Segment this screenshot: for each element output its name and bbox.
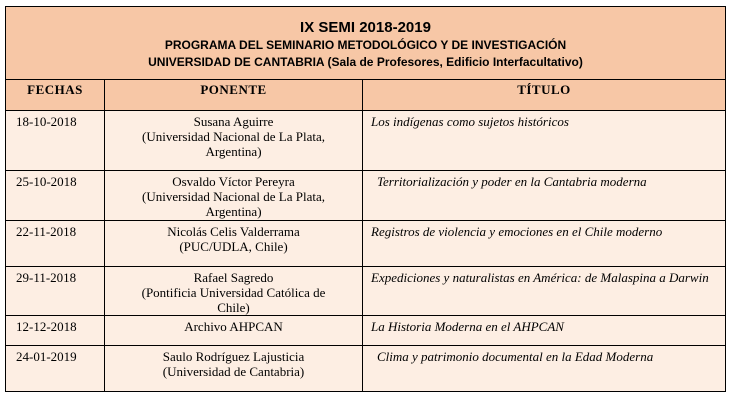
speaker-affiliation-cont: Chile) [217, 300, 250, 315]
row-speaker [105, 171, 363, 221]
program-subtitle: PROGRAMA DEL SEMINARIO METODOLÓGICO Y DE INVESTIGACIÓN [164, 37, 567, 52]
speaker-affiliation: (PUC/UDLA, Chile) [179, 239, 288, 254]
speaker-affiliation: (Pontificia Universidad Católica de [141, 285, 326, 300]
row-speaker [105, 111, 363, 171]
speaker-name: Nicolás Celis Valderrama [167, 224, 300, 239]
column-header-title: TÍTULO [363, 80, 726, 111]
table-row [6, 267, 726, 316]
row-title: Territorialización y poder en la Cantabria moderna [363, 171, 726, 221]
speaker-affiliation: (Universidad de Cantabria) [162, 364, 305, 379]
table-row [6, 171, 726, 221]
row-title: La Historia Moderna en el AHPCAN [363, 316, 726, 346]
speaker-name: Rafael Sagredo [193, 270, 274, 285]
speaker-affiliation-cont: Argentina) [205, 144, 262, 159]
program-page [5, 6, 725, 392]
row-date: 22-11-2018 [6, 221, 105, 267]
program-header [6, 7, 726, 80]
row-speaker [105, 316, 363, 346]
row-date: 29-11-2018 [6, 267, 105, 316]
program-table [5, 6, 726, 392]
speaker-affiliation-cont: Argentina) [205, 204, 262, 219]
program-title: IX SEMI 2018-2019 [300, 18, 431, 36]
table-row [6, 346, 726, 392]
row-date: 25-10-2018 [6, 171, 105, 221]
speaker-name: Archivo AHPCAN [184, 319, 283, 334]
program-header-row [6, 7, 726, 80]
column-header-row [6, 80, 726, 111]
speaker-name: Saulo Rodríguez Lajusticia [162, 349, 305, 364]
row-speaker [105, 346, 363, 392]
row-date: 24-01-2019 [6, 346, 105, 392]
speaker-affiliation: (Universidad Nacional de La Plata, [141, 129, 325, 144]
table-row [6, 316, 726, 346]
column-header-speaker: PONENTE [105, 80, 363, 111]
speaker-name: Susana Aguirre [193, 114, 274, 129]
table-row [6, 221, 726, 267]
row-date: 18-10-2018 [6, 111, 105, 171]
row-title: Los indígenas como sujetos históricos [363, 111, 726, 171]
row-title: Registros de violencia y emociones en el Chile moderno [363, 221, 726, 267]
row-speaker [105, 267, 363, 316]
row-title: Expediciones y naturalistas en América: de Malaspina a Darwin [363, 267, 726, 316]
speaker-name: Osvaldo Víctor Pereyra [172, 174, 295, 189]
column-header-dates: FECHAS [6, 80, 105, 111]
table-row [6, 111, 726, 171]
row-date: 12-12-2018 [6, 316, 105, 346]
program-venue: UNIVERSIDAD DE CANTABRIA (Sala de Profesores, Edificio Interfacultativo) [148, 54, 583, 69]
speaker-affiliation: (Universidad Nacional de La Plata, [141, 189, 325, 204]
row-speaker [105, 221, 363, 267]
row-title: Clima y patrimonio documental en la Edad Moderna [363, 346, 726, 392]
